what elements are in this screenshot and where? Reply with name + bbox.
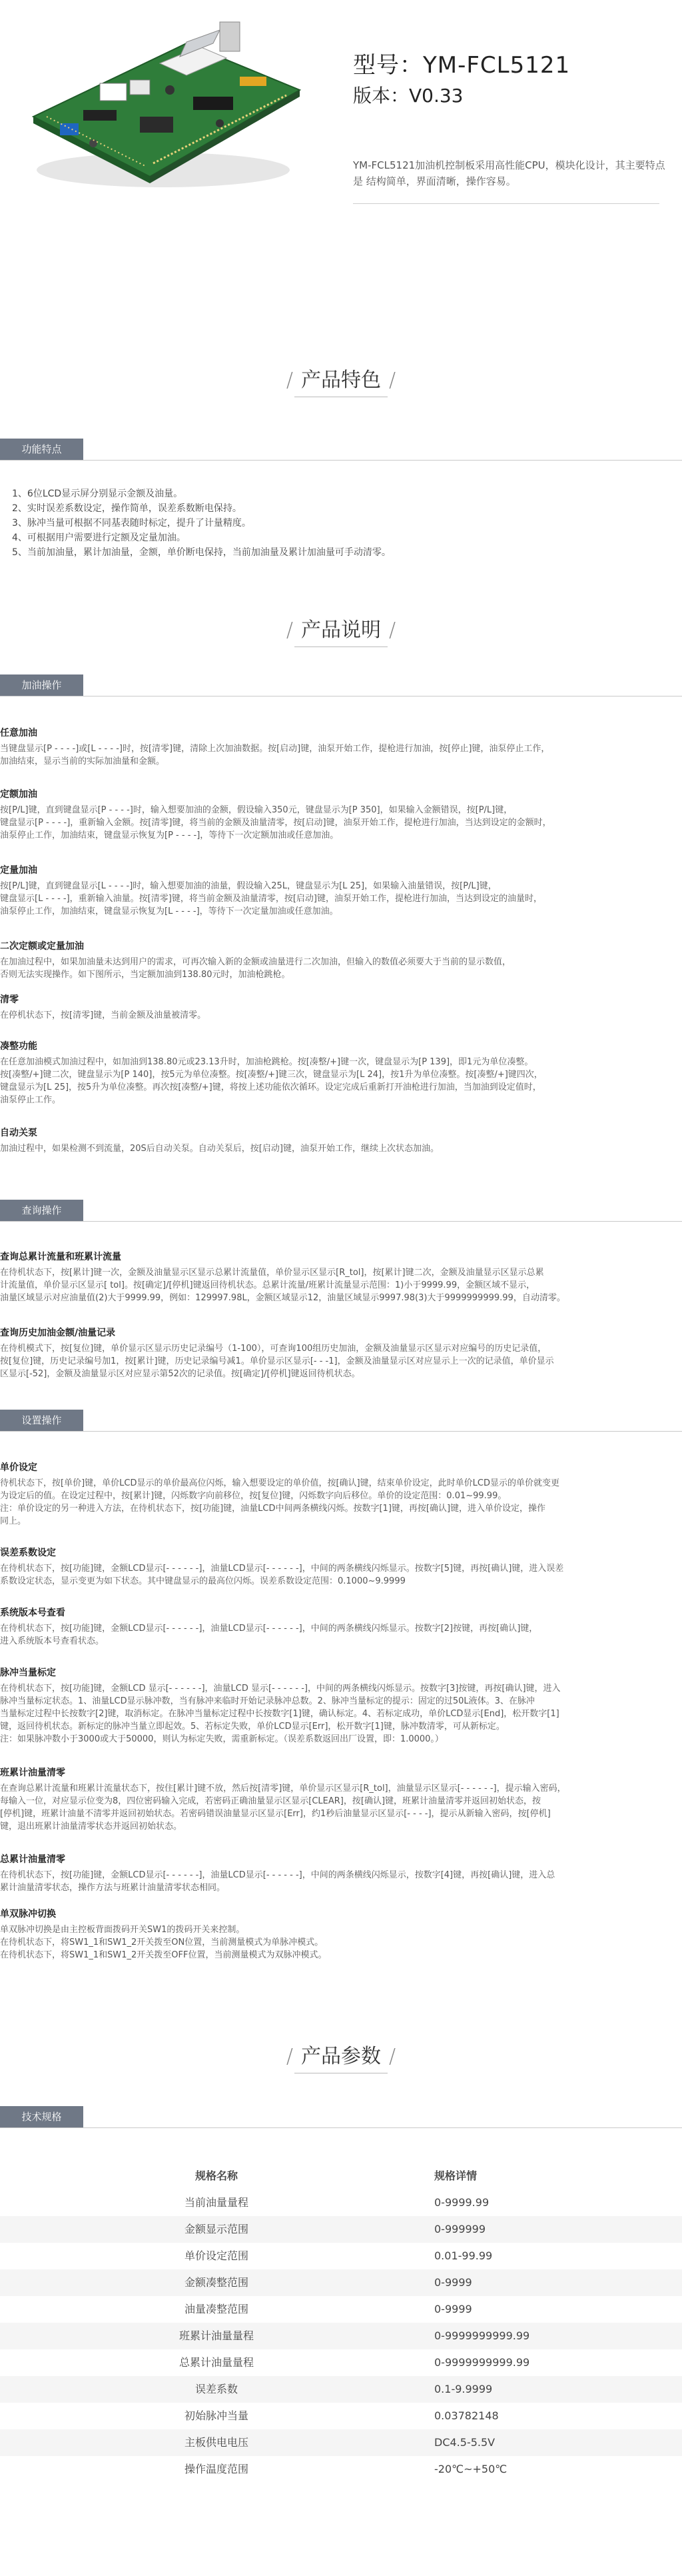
spec-header-value: 规格详情 <box>434 2169 478 2182</box>
entry-shift-clear: 班累计油量清零 在查询总累计流量和班累计流量状态下，按住[累计]键不放，然后按[清零]键，单价显示区显示[R_tol]，油量显示区显示[- - - - - -]，提示输入密码， 每输入一位，对应显示位变为8，四位密码输入完成，若密码正确油量显示区显示[CLEAR]，按[确认]键，班累计油量清零并返回初始状态，按 [停机]键，班累计油量不清零并返回初始状态。若密码错误油量显示区显示[Err]，约1秒后油量显示区显示[- - - -]，提示从新输入密码，按[停机] 键，退出班累计油量清零状态并返回初始状态。 <box>0 1766 673 1833</box>
entry-error-coefficient: 误差系数设定 在待机状态下，按[功能]键，金额LCD显示[- - - - - -]，油量LCD显示[- - - - - -]，中间的两条横线闪烁显示。按数字[5]键，再按[确认]键，进入误差 系数设定状态，显示变更为如下状态。其中键盘显示的最高位闪烁。误差系数设定范围：0.1000~9.9999 <box>0 1546 673 1588</box>
entry-title: 清零 <box>0 994 19 1005</box>
feature-list <box>12 487 671 560</box>
table-row: 初始脉冲当量 0.03782148 <box>184 2409 499 2422</box>
table-row: 金额显示范围 0-999999 <box>0 2216 682 2243</box>
entry-title: 脉冲当量标定 <box>0 1668 56 1678</box>
specs-tag-bar <box>0 2106 682 2128</box>
setting-tag-bar <box>0 1410 682 1432</box>
query-tag: 查询操作 <box>0 1200 83 1221</box>
entry-title: 定额加油 <box>0 789 37 800</box>
model-number: 型号：YM-FCL5121 <box>353 52 571 79</box>
features-tag: 功能特点 <box>0 439 83 460</box>
entry-title: 二次定额或定量加油 <box>0 941 84 952</box>
entry-price-setting: 单价设定 待机状态下，按[单价]键，单价LCD显示的单价最高位闪烁，输入想要设定的单价值，按[确认]键，结束单价设定，此时单价LCD显示的单价就变更 为设定后的值。在设定过程中，按[累计]键，闪烁数字向前移位，按[复位]键，闪烁数字向后移位。单价的设定范围：0.01~99.99。 注：单价设定的另一种进入方法，在待机状态下，按[功能]键，油量LCD中间两条横线闪烁。按数字[1]键，再按[确认]键，进入单价设定，操作 同上。 <box>0 1461 673 1528</box>
section-title-features: / 产品特色 / <box>0 363 682 397</box>
entry-auto-stop: 自动关泵 加油过程中，如果检测不到流量，20S后自动关泵。自动关泵后，按[启动]键，油泵开始工作，继续上次状态加油。 <box>0 1126 673 1155</box>
entry-version-view: 系统版本号查看 在待机状态下，按[功能]键，金额LCD显示[- - - - - -]，油量LCD显示[- - - - - -]，中间的两条横线闪烁显示。按数字[2]按键，再按[确认]键， 进入系统版本号查看状态。 <box>0 1606 673 1648</box>
section-title-params: / 产品参数 / <box>0 2039 682 2073</box>
table-row: 主板供电电压 DC4.5-5.5V <box>0 2429 682 2456</box>
entry-title: 查询总累计流量和班累计流量 <box>0 1252 121 1262</box>
query-tag-bar <box>0 1200 682 1222</box>
section-title-description: / 产品说明 / <box>0 613 682 647</box>
table-row: 单价设定范围 0.01-99.99 <box>184 2249 493 2262</box>
entry-pulse-calibration: 脉冲当量标定 在待机状态下，按[功能]键，金额LCD 显示[- - - - - -]，油量LCD 显示[- - - - - -]，中间的两条横线闪烁显示。按数字[3]按键，再按[确认]键，进入 脉冲当量标定状态。1、油量LCD显示脉冲数，当有脉冲来临时开始记录脉冲总数。2、脉冲当量标定的提示：固定的过50L液体。3、在脉冲 当量标定过程中长按数字[2]键，取消标定。在脉冲当量标定过程中长按数字[1]键，确认标定。4、若标定成功，单价LCD显示[End]，松开数字[1] 键，返回待机状态。新标定的脉冲当量立即起效。5、若标定失败，单价LCD显示[Err]，松开数字[1]键，脉冲数清零，可从新标定。 注：如果脉冲数小于3000或大于50000，则认为标定失败，需重新标定。（误差系数返回出厂设置，即：1.0000。） <box>0 1666 673 1746</box>
table-row: 误差系数 0.1-9.9999 <box>0 2376 682 2403</box>
hero-divider <box>353 203 659 204</box>
refuel-tag-bar <box>0 674 682 696</box>
spec-table <box>0 2163 682 2483</box>
spec-table-header <box>0 2163 682 2189</box>
entry-history-query: 查询历史加油金额/油量记录 在待机模式下，按[复位]键，单价显示区显示历史记录编号（1-100），可查询100组历史加油，金额及油量显示区显示对应编号的历史记录值， 按[复位]键，历史记录编号加1，按[累计]键，历史记录编号减1。单价显示区显示[- - -1]，金额及油量显示区对应显示上一次的记录值，单价显示 区显示[-52]，金额及油量显示区对应显示第52次的记录值。按[确定]/[停机]键返回待机状态。 <box>0 1326 673 1380</box>
specs-tag: 技术规格 <box>0 2106 83 2127</box>
list-item: 3、脉冲当量可根据不同基表随时标定，提升了计量精度。 <box>12 518 251 529</box>
list-item: 4、可根据用户需要进行定额及定量加油。 <box>12 533 186 543</box>
table-row: 油量凑整范围 0-9999 <box>184 2303 472 2315</box>
entry-fixed-volume: 定量加油 按[P/L]键，直到键盘显示[L - - - -]时，输入想要加油的油量，假设输入25L，键盘显示为[L 25]，如果输入油量错误，按[P/L]键， 键盘显示[L - - - -]，重新输入油量。按[清零]键，将当前金额及油量清零，按[启动]键，油泵开始工作，提枪进行加油，当达到设定的油量时， 油泵停止工作，加油结束，键盘显示恢复为[L - - - -]，等待下一次定量加油或任意加油。 <box>0 864 673 918</box>
entry-round-up: 凑整功能 在任意加油模式加油过程中，如加油到138.80元或23.13升时，加油枪跳枪。按[凑整/+]键一次，键盘显示为[P 139]，即1元为单位凑整。 按[凑整/+]键二次，键盘显示为[P 140]，按5元为单位凑整。按[凑整/+]键三次，键盘显示为[L 24]，按1升为单位凑整。按[凑整/+]键四次， 键盘显示为[L 25]，按5升为单位凑整。再次按[凑整/+]键，将按上述功能依次循环。设定完成后重新打开油枪进行加油，当加油到设定值时， 油泵停止工作。 <box>0 1040 673 1106</box>
table-row: 当前油量量程 0-9999.99 <box>184 2196 490 2209</box>
list-item: 5、当前加油量，累计加油量，金额，单价断电保持，当前加油量及累计加油量可手动清零。 <box>12 547 391 558</box>
list-item: 1、6位LCD显示屏分别显示金额及油量。 <box>12 489 183 499</box>
entry-fixed-amount: 定额加油 按[P/L]键，直到键盘显示[P - - - -]时，输入想要加油的金额，假设输入350元，键盘显示为[P 350]，如果输入金额错误，按[P/L]键， 键盘显示[P - - - -]，重新输入金额。按[清零]键，将当前的金额及油量清零，按[启动]键，油泵开始工作，提枪进行加油，当达到设定的金额时， 油泵停止工作，加油结束，键盘显示恢复为[P - - - -]，等待下一次定额加油或任意加油。 <box>0 788 673 842</box>
model-version: 版本：V0.33 <box>353 85 464 107</box>
product-description: YM-FCL5121加油机控制板采用高性能CPU，模块化设计，其主要特点是 结构简单，界面清晰，操作容易。 <box>353 159 665 187</box>
entry-total-flow-query: 查询总累计流量和班累计流量 在待机状态下，按[累计]键一次，金额及油量显示区显示总累计流量值，单价显示区显示[R_tol]，按[累计]键二次，金额及油量显示区显示总累 计流量值，单价显示区显示[ tol]。按[确定]/[停机]键返回待机状态。总累计流量/班累计流量显示范围：1)小于9999.99，金额区域不显示， 油量区域显示对应油量值(2)大于9999.99，例如：129997.98L，金额区域显示12，油量区域显示9997.98(3)大于9999999999.99，自动清零。 <box>0 1250 673 1304</box>
entry-clear: 清零 在停机状态下，按[清零]键，当前金额及油量被清零。 <box>0 993 673 1022</box>
spec-header-name: 规格名称 <box>194 2169 238 2182</box>
controller-board-photo <box>20 17 306 203</box>
entry-secondary-refuel: 二次定额或定量加油 在加油过程中，如果加油量未达到用户的需求，可再次输入新的金额或油量进行二次加油，但输入的数值必须要大于当前的显示数值， 否则无法实现操作。如下图所示，当定额加油到138.80元时，加油枪跳枪。 <box>0 940 673 981</box>
refuel-tag: 加油操作 <box>0 674 83 696</box>
entry-title: 任意加油 <box>0 728 37 738</box>
entry-title: 总累计油量清零 <box>0 1854 65 1865</box>
entry-title: 自动关泵 <box>0 1128 37 1138</box>
entry-title: 定量加油 <box>0 865 37 876</box>
table-row: 班累计油量量程 0-9999999999.99 <box>0 2323 682 2349</box>
setting-tag: 设置操作 <box>0 1410 83 1431</box>
entry-title: 凑整功能 <box>0 1041 37 1052</box>
table-row: 操作温度范围 -20℃~+50℃ <box>184 2463 508 2475</box>
entry-title: 查询历史加油金额/油量记录 <box>0 1328 116 1338</box>
table-row: 金额凑整范围 0-9999 <box>0 2269 682 2296</box>
entry-title: 系统版本号查看 <box>0 1608 65 1618</box>
list-item: 2、实时误差系数设定，操作简单，误差系数断电保持。 <box>12 503 242 514</box>
entry-title: 班累计油量清零 <box>0 1768 65 1778</box>
entry-pulse-switch: 单双脉冲切换 单双脉冲切换是由主控板背面拨码开关SW1的拨码开关来控制。 在待机状态下，将SW1_1和SW1_2开关拨至ON位置，当前测量模式为单脉冲模式。 在待机状态下，将SW1_1和SW1_2开关拨至OFF位置，当前测量模式为双脉冲模式。 <box>0 1908 673 1961</box>
entry-title: 单价设定 <box>0 1462 37 1473</box>
entry-any-refuel: 任意加油 当键盘显示[P - - - -]或[L - - - -]时，按[清零]键，清除上次加油数据。按[启动]键，油泵开始工作，提枪进行加油，按[停止]键，油泵停止工作， 加油结束，显示当前的实际加油量和金额。 <box>0 726 673 768</box>
entry-title: 误差系数设定 <box>0 1548 56 1558</box>
entry-total-clear: 总累计油量清零 在待机状态下，按[功能]键，金额LCD显示[- - - - - -]，油量LCD显示[- - - - - -]，中间的两条横线闪烁显示，按数字[4]键，再按[确认]键，进入总 累计油量清零状态，操作方法与班累计油量清零状态相同。 <box>0 1853 673 1894</box>
product-hero <box>0 0 682 213</box>
entry-title: 单双脉冲切换 <box>0 1909 56 1920</box>
features-tag-bar <box>0 439 682 461</box>
table-row: 总累计油量量程 0-9999999999.99 <box>178 2356 530 2369</box>
